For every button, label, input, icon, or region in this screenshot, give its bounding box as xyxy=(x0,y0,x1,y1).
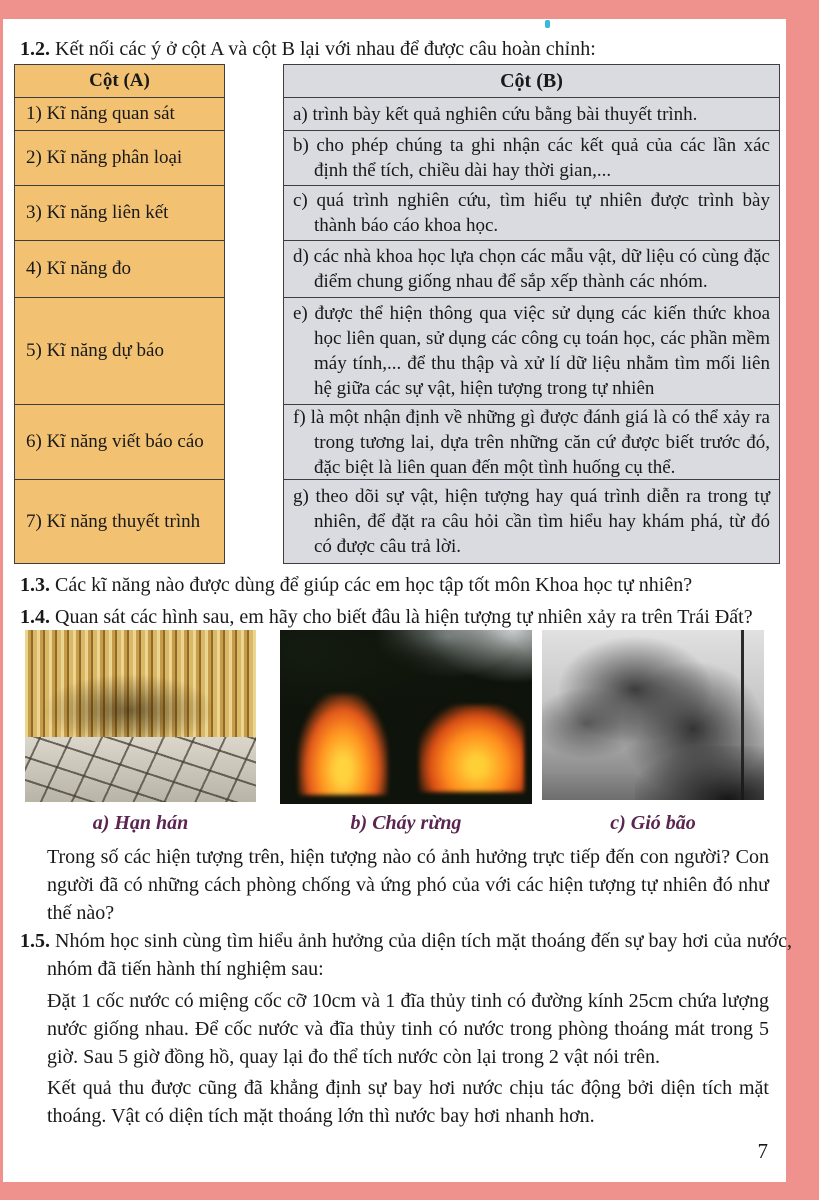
col-b-cell xyxy=(284,186,779,241)
experiment-description: Đặt 1 cốc nước có miệng cốc cỡ 10cm và 1 đĩa thủy tinh có đường kính 25cm chứa lượng nước giống nhau. Để cốc nước và đĩa thủy tinh có nước trong phòng thoáng mát trong 5 giờ. Sau 5 giờ đồng hồ, quay lại đo thể tích nước còn lại trong 2 vật nói trên. xyxy=(47,990,769,1068)
exercise-1-4-question: Trong số các hiện tượng trên, hiện tượng nào có ảnh hưởng trực tiếp đến con người? Con người đã có những cách phòng chống và ứng phó của với các hiện tượng tự nhiên đó như thế nào? xyxy=(47,846,769,924)
col-a-cell: 7) Kĩ năng thuyết trình xyxy=(26,510,201,532)
exercise-number: 1.2. xyxy=(20,38,50,60)
col-b-cell xyxy=(284,241,779,298)
col-b-cell xyxy=(284,98,779,131)
exercise-1-4-heading xyxy=(20,603,792,631)
dried-grass xyxy=(25,630,256,737)
figure-caption: c) Gió bão xyxy=(610,812,696,834)
col-a-cell: 3) Kĩ năng liên kết xyxy=(15,186,224,241)
exercise-number: 1.3. xyxy=(20,574,50,596)
figure-caption: a) Hạn hán xyxy=(92,812,189,834)
match-table-column-b xyxy=(283,64,780,564)
match-table-column-a xyxy=(14,64,225,564)
exercise-1-2-heading xyxy=(20,35,792,63)
col-a-cell: 5) Kĩ năng dự báo xyxy=(15,298,224,405)
col-b-text: c) quá trình nghiên cứu, tìm hiểu tự nhiên được trình bày thành báo cáo khoa học. xyxy=(293,190,770,236)
col-a-cell: 6) Kĩ năng viết báo cáo xyxy=(15,405,224,480)
figure-drought-photo xyxy=(25,630,256,802)
exercise-prompt: Nhóm học sinh cùng tìm hiểu ảnh hưởng của diện tích mặt thoáng đến sự bay hơi của nước, nhóm đã tiến hành thí nghiệm sau: xyxy=(47,930,792,980)
page-number: 7 xyxy=(757,1139,768,1163)
exercise-prompt: Kết nối các ý ở cột A và cột B lại với nhau để được câu hoàn chỉnh: xyxy=(55,38,596,60)
column-a-header: Cột (A) xyxy=(15,65,224,98)
flame xyxy=(419,705,525,792)
figure-caption: b) Cháy rừng xyxy=(350,812,462,834)
page-sheet xyxy=(3,19,792,1182)
flame xyxy=(298,694,389,795)
figure-storm-photo xyxy=(542,630,764,800)
scan-artifact xyxy=(545,20,550,28)
col-b-text: b) cho phép chúng ta ghi nhận các kết quả của các lần xác định thể tích, chiều dài hay thời gian,... xyxy=(293,135,770,181)
col-b-cell xyxy=(284,131,779,186)
exercise-prompt: Quan sát các hình sau, em hãy cho biết đâu là hiện tượng tự nhiên xảy ra trên Trái Đất? xyxy=(55,606,753,628)
exercise-1-3-heading xyxy=(20,571,792,599)
col-b-text: a) trình bày kết quả nghiên cứu bằng bài thuyết trình. xyxy=(293,103,698,125)
exercise-1-5-heading xyxy=(20,927,792,983)
experiment-conclusion: Kết quả thu được cũng đã khẳng định sự bay hơi nước chịu tác động bởi diện tích mặt thoáng. Vật có diện tích mặt thoáng lớn thì nước bay hơi nhanh hơn. xyxy=(47,1077,769,1127)
col-a-cell: 4) Kĩ năng đo xyxy=(15,241,224,298)
col-b-text: f) là một nhận định về những gì được đánh giá là có thể xảy ra trong tương lai, dựa trên những căn cứ được biết trước đó, đặc biệt là liên quan đến một tình huống cụ thể. xyxy=(293,406,770,478)
col-b-text: d) các nhà khoa học lựa chọn các mẫu vật, dữ liệu có cùng đặc điểm chung giống nhau để sắp xếp thành các nhóm. xyxy=(293,246,770,292)
col-b-cell xyxy=(284,298,779,405)
exercise-prompt: Các kĩ năng nào được dùng để giúp các em học tập tốt môn Khoa học tự nhiên? xyxy=(55,574,693,596)
figure-forest-fire-photo xyxy=(280,630,532,804)
exercise-number: 1.4. xyxy=(20,606,50,628)
col-b-text: g) theo dõi sự vật, hiện tượng hay quá trình diễn ra trong tự nhiên, để đặt ra câu hỏi cần tìm hiểu hay khám phá, từ đó có được câu trả lời. xyxy=(293,486,770,557)
col-b-cell xyxy=(284,480,779,563)
exercise-number: 1.5. xyxy=(20,930,50,952)
col-a-cell: 2) Kĩ năng phân loại xyxy=(15,131,224,186)
col-a-cell: 1) Kĩ năng quan sát xyxy=(15,98,224,131)
col-b-text: e) được thể hiện thông qua việc sử dụng các kiến thức khoa học liên quan, sử dụng các công cụ toán học, các phần mềm máy tính,... để thu thập và xử lí dữ liệu nhằm tìm mối liên hệ giữa các sự vật, hiện tượng trong tự nhiên xyxy=(293,303,770,399)
col-b-cell xyxy=(284,405,779,480)
debris xyxy=(635,746,764,800)
column-b-header: Cột (B) xyxy=(284,65,779,98)
cracked-soil xyxy=(25,737,256,802)
